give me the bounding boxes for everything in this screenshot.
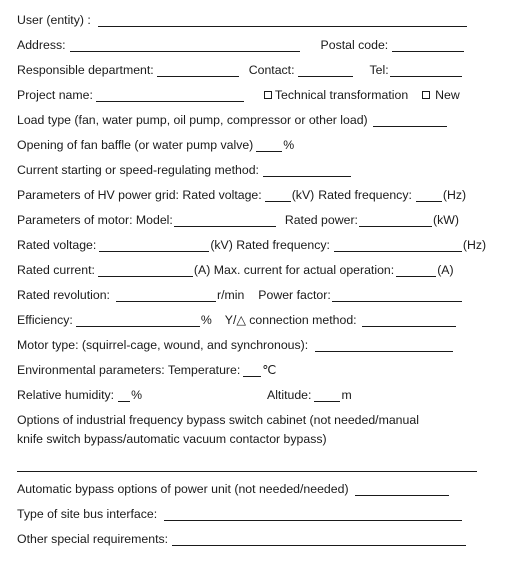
motor-model-field[interactable] bbox=[174, 213, 276, 227]
rated-voltage-field[interactable] bbox=[99, 238, 209, 252]
motor-params-row bbox=[17, 209, 487, 227]
rated-power-kw-unit: (kW) bbox=[432, 213, 459, 227]
humidity-row bbox=[17, 384, 487, 402]
current-starting-field[interactable] bbox=[263, 163, 351, 177]
altitude-unit: m bbox=[341, 388, 352, 402]
address-label: Address: bbox=[17, 38, 66, 52]
rated-current-label: Rated current: bbox=[17, 263, 95, 277]
rated-frequency-hz-unit: (Hz) bbox=[462, 238, 487, 252]
special-requirements-label: Other special requirements: bbox=[17, 532, 169, 546]
user-field[interactable] bbox=[98, 13, 467, 27]
efficiency-label: Efficiency: bbox=[17, 313, 73, 327]
rated-frequency-field[interactable] bbox=[334, 238, 462, 252]
bypass-cabinet-options-field[interactable] bbox=[17, 458, 477, 472]
options-answer-row bbox=[17, 454, 487, 472]
rated-frequency-label: (kV) Rated frequency: bbox=[210, 238, 330, 252]
max-current-a-unit: (A) bbox=[437, 263, 454, 277]
max-current-field[interactable] bbox=[396, 263, 436, 277]
address-row bbox=[17, 34, 487, 52]
efficiency-field[interactable] bbox=[76, 313, 200, 327]
motor-type-field[interactable] bbox=[315, 338, 453, 352]
user-label: User (entity) : bbox=[17, 13, 91, 27]
humidity-field[interactable] bbox=[118, 388, 130, 402]
environment-row bbox=[17, 359, 487, 377]
options-row-line-2 bbox=[17, 428, 487, 446]
tel-label: Tel: bbox=[369, 63, 389, 77]
efficiency-row bbox=[17, 309, 487, 327]
new-label: New bbox=[435, 88, 460, 102]
rated-voltage-row bbox=[17, 234, 487, 252]
bypass-cabinet-options-line-2: knife switch bypass/automatic vacuum contactor bypass) bbox=[17, 432, 327, 446]
rated-voltage-label: Rated voltage: bbox=[17, 238, 97, 252]
rated-revolution-unit: r/min bbox=[216, 288, 245, 302]
rated-power-label: Rated power: bbox=[284, 213, 358, 227]
opening-row bbox=[17, 134, 487, 152]
bus-interface-field[interactable] bbox=[164, 507, 462, 521]
altitude-field[interactable] bbox=[314, 388, 340, 402]
auto-bypass-field[interactable] bbox=[355, 482, 449, 496]
current-starting-row bbox=[17, 159, 487, 177]
special-requirements-row bbox=[17, 528, 487, 546]
hv-grid-frequency-label: Rated frequency: bbox=[318, 188, 412, 202]
hv-grid-frequency-field[interactable] bbox=[416, 188, 442, 202]
opening-label: Opening of fan baffle (or water pump valve) bbox=[17, 138, 254, 152]
hv-grid-voltage-field[interactable] bbox=[265, 188, 291, 202]
department-row bbox=[17, 59, 487, 77]
efficiency-percent-unit: % bbox=[200, 313, 212, 327]
motor-type-label: Motor type: (squirrel-cage, wound, and synchronous): bbox=[17, 338, 309, 352]
temperature-unit: ℃ bbox=[262, 363, 277, 377]
rated-revolution-label: Rated revolution: bbox=[17, 288, 110, 302]
hv-grid-hz-unit: (Hz) bbox=[442, 188, 467, 202]
load-type-row bbox=[17, 109, 487, 127]
humidity-percent-unit: % bbox=[131, 388, 142, 402]
contact-label: Contact: bbox=[248, 63, 295, 77]
hv-grid-kv-unit: (kV) bbox=[291, 188, 315, 202]
temperature-field[interactable] bbox=[243, 363, 261, 377]
project-name-field[interactable] bbox=[96, 88, 244, 102]
auto-bypass-label: Automatic bypass options of power unit (not needed/needed) bbox=[17, 482, 349, 496]
auto-bypass-row bbox=[17, 478, 487, 496]
project-name-label: Project name: bbox=[17, 88, 93, 102]
hv-grid-row bbox=[17, 184, 487, 202]
user-row bbox=[17, 9, 487, 27]
rated-revolution-row bbox=[17, 284, 487, 302]
project-name-row bbox=[17, 84, 487, 102]
max-current-label: (A) Max. current for actual operation: bbox=[193, 263, 395, 277]
load-type-field[interactable] bbox=[373, 113, 447, 127]
options-row-line-1 bbox=[17, 409, 487, 427]
rated-revolution-field[interactable] bbox=[116, 288, 216, 302]
connection-method-label: Y/△ connection method: bbox=[224, 313, 357, 327]
bus-interface-label: Type of site bus interface: bbox=[17, 507, 158, 521]
opening-percent-unit: % bbox=[283, 138, 295, 152]
power-factor-field[interactable] bbox=[332, 288, 462, 302]
rated-power-field[interactable] bbox=[359, 213, 432, 227]
motor-type-row bbox=[17, 334, 487, 352]
contact-field[interactable] bbox=[298, 63, 353, 77]
postal-code-label: Postal code: bbox=[320, 38, 389, 52]
load-type-label: Load type (fan, water pump, oil pump, compressor or other load) bbox=[17, 113, 368, 127]
hv-grid-voltage-label: Parameters of HV power grid: Rated voltage: bbox=[17, 188, 262, 202]
tel-field[interactable] bbox=[390, 63, 462, 77]
postal-code-field[interactable] bbox=[392, 38, 464, 52]
new-checkbox[interactable] bbox=[422, 91, 430, 99]
special-requirements-field[interactable] bbox=[172, 532, 466, 546]
humidity-label: Relative humidity: bbox=[17, 388, 115, 402]
opening-field[interactable] bbox=[256, 138, 282, 152]
bus-interface-row bbox=[17, 503, 487, 521]
rated-current-field[interactable] bbox=[98, 263, 193, 277]
technical-transformation-label: Technical transformation bbox=[274, 88, 409, 102]
altitude-label: Altitude: bbox=[267, 388, 312, 402]
technical-transformation-checkbox[interactable] bbox=[264, 91, 272, 99]
temperature-label: Environmental parameters: Temperature: bbox=[17, 363, 241, 377]
responsible-department-field[interactable] bbox=[157, 63, 239, 77]
power-factor-label: Power factor: bbox=[258, 288, 331, 302]
bypass-cabinet-options-line-1: Options of industrial frequency bypass switch cabinet (not needed/manual bbox=[17, 413, 419, 427]
rated-current-row bbox=[17, 259, 487, 277]
address-field[interactable] bbox=[70, 38, 300, 52]
responsible-department-label: Responsible department: bbox=[17, 63, 154, 77]
current-starting-label: Current starting or speed-regulating method: bbox=[17, 163, 259, 177]
motor-model-label: Parameters of motor: Model: bbox=[17, 213, 173, 227]
connection-method-field[interactable] bbox=[362, 313, 456, 327]
